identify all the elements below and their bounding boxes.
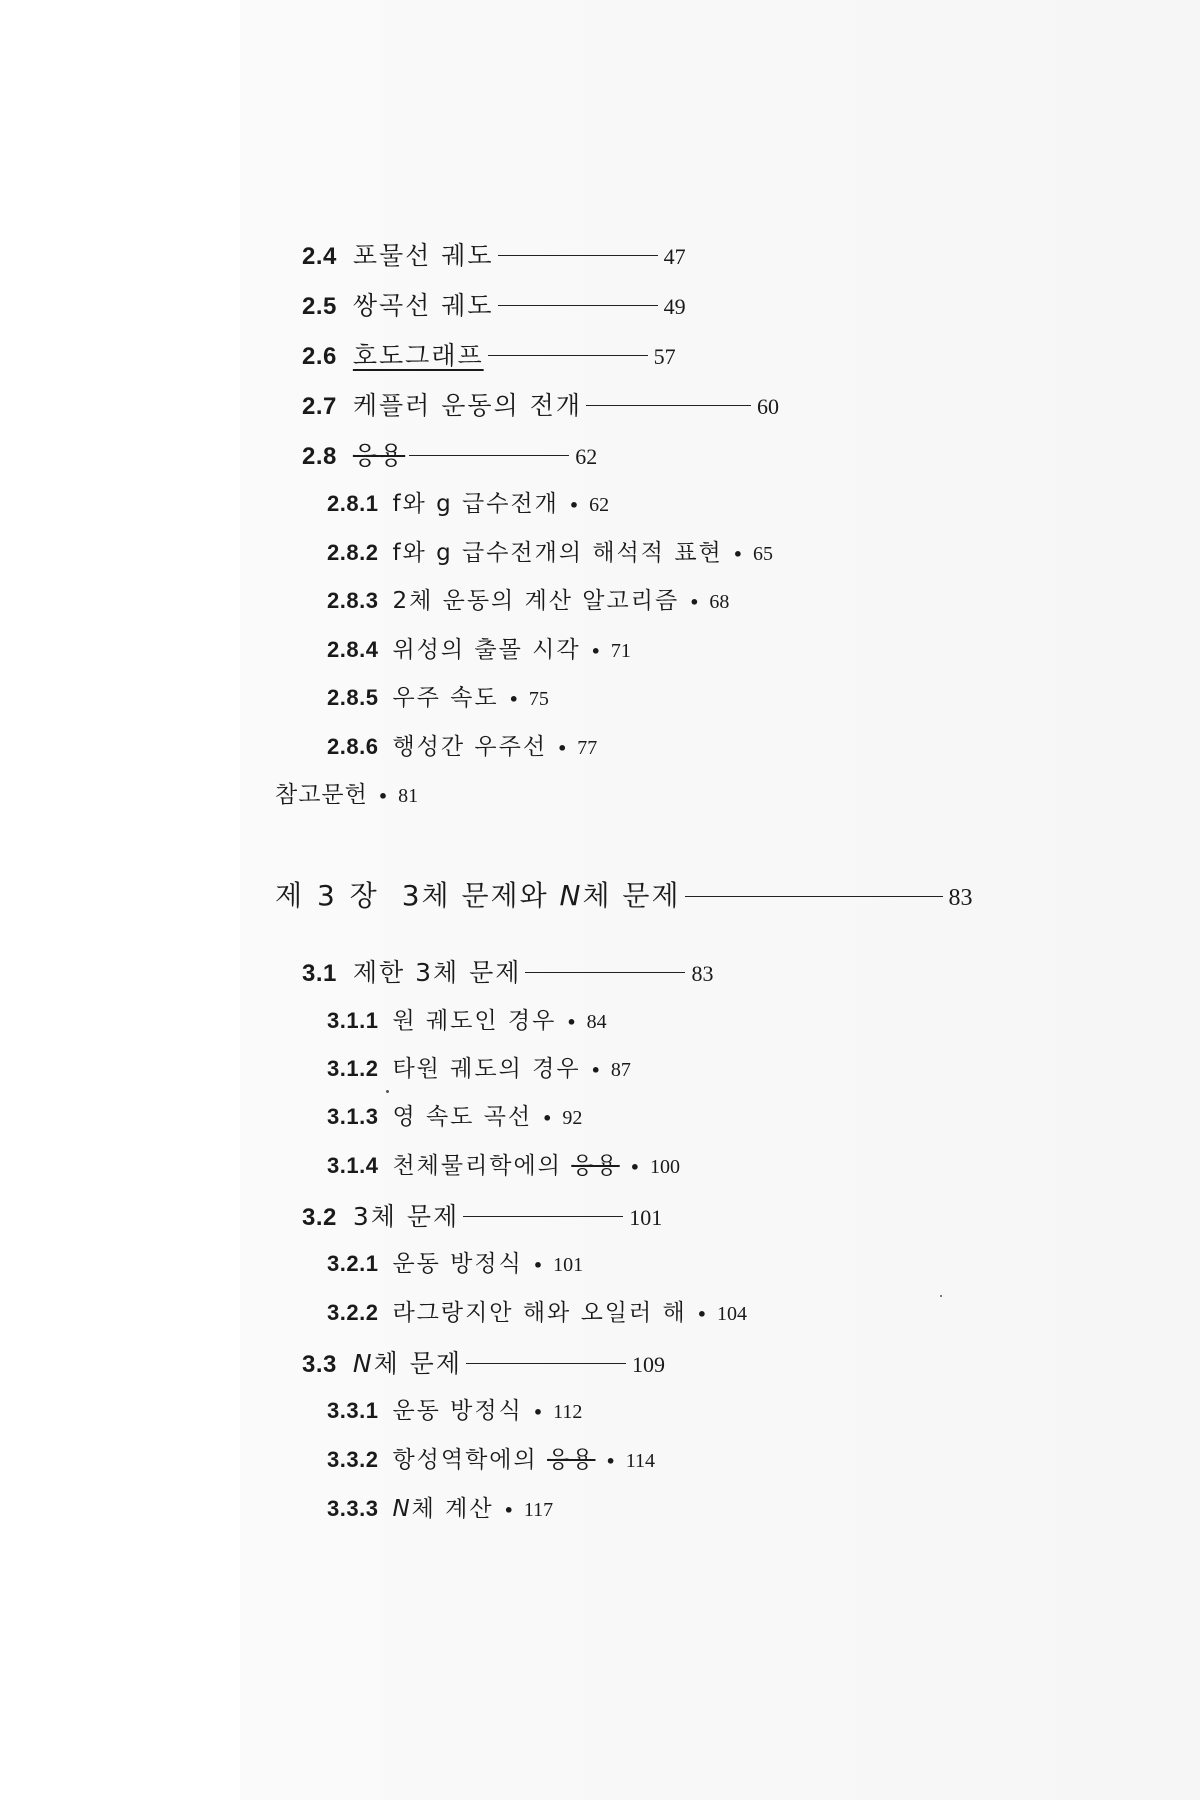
toc-section-3-2[interactable] bbox=[302, 1204, 662, 1230]
section-number: 3.2 bbox=[302, 1204, 337, 1231]
subsection-number: 3.1.1 bbox=[327, 1008, 379, 1033]
section-number: 3.1 bbox=[302, 960, 337, 987]
page-number: 104 bbox=[717, 1303, 748, 1325]
page-number: 57 bbox=[653, 344, 676, 369]
page-number: 84 bbox=[586, 1011, 607, 1033]
subsection-title bbox=[392, 1155, 619, 1178]
toc-subsection-3-1-3[interactable] bbox=[327, 1106, 582, 1129]
page-number: 47 bbox=[663, 244, 686, 269]
subsection-number: 3.1.3 bbox=[327, 1104, 379, 1129]
section-number: 2.7 bbox=[302, 393, 337, 420]
subsection-title-main: 항성역학에의 bbox=[392, 1447, 548, 1473]
bullet-separator: • bbox=[508, 690, 519, 709]
subsection-title-main: 천체물리학에의 bbox=[392, 1153, 572, 1179]
bullet-separator: • bbox=[732, 545, 744, 564]
bullet-separator: • bbox=[689, 593, 700, 612]
subsection-number: 2.8.4 bbox=[327, 637, 379, 662]
references-title: 참고문헌 bbox=[275, 782, 368, 808]
page-number: 62 bbox=[575, 444, 598, 469]
toc-subsection-3-1-4[interactable] bbox=[327, 1155, 680, 1178]
page-number: 81 bbox=[398, 785, 419, 807]
dash-leader bbox=[498, 255, 658, 256]
bullet-separator: • bbox=[542, 1109, 553, 1128]
chapter-title bbox=[401, 879, 681, 912]
bullet-separator: • bbox=[696, 1305, 708, 1324]
toc-subsection-3-2-2[interactable] bbox=[327, 1302, 747, 1325]
toc-section-2-6[interactable] bbox=[302, 343, 676, 369]
subsection-title: 라그랑지안 해와 오일러 해 bbox=[392, 1300, 687, 1326]
toc-section-3-3[interactable] bbox=[302, 1351, 665, 1377]
toc-subsection-2-8-2[interactable] bbox=[327, 542, 773, 565]
dash-leader bbox=[488, 355, 648, 356]
toc-subsection-3-2-1[interactable] bbox=[327, 1253, 583, 1276]
subsection-title-rest: 체 계산 bbox=[411, 1496, 494, 1522]
section-title: 호도그래프 bbox=[352, 341, 484, 370]
page-number: 100 bbox=[649, 1156, 680, 1178]
page-number: 87 bbox=[610, 1059, 631, 1081]
subsection-title: 원 궤도인 경우 bbox=[392, 1008, 557, 1034]
subsection-title-struck: 응용 bbox=[547, 1447, 596, 1473]
toc-section-2-8[interactable] bbox=[302, 443, 597, 469]
subsection-title-struck: 응용 bbox=[571, 1153, 620, 1179]
section-title: 포물선 궤도 bbox=[352, 241, 494, 270]
toc-subsection-3-1-2[interactable] bbox=[327, 1058, 631, 1081]
subsection-number: 2.8.6 bbox=[327, 734, 379, 759]
section-title: 3체 문제 bbox=[352, 1202, 460, 1231]
subsection-title: 행성간 우주선 bbox=[392, 734, 548, 760]
section-number: 3.3 bbox=[302, 1351, 337, 1378]
bullet-separator: • bbox=[532, 1403, 544, 1422]
subsection-number: 3.3.3 bbox=[327, 1496, 379, 1521]
page-number: 83 bbox=[691, 961, 714, 986]
page-number: 101 bbox=[553, 1254, 584, 1276]
page-number: 62 bbox=[589, 494, 610, 516]
subsection-number: 2.8.2 bbox=[327, 540, 379, 565]
toc-subsection-2-8-3[interactable] bbox=[327, 590, 729, 613]
chapter-label: 제 3 장 bbox=[275, 879, 380, 912]
dash-leader bbox=[685, 896, 943, 897]
subsection-number: 3.3.1 bbox=[327, 1398, 379, 1423]
toc-section-2-5[interactable] bbox=[302, 293, 686, 319]
section-number: 2.5 bbox=[302, 293, 337, 320]
page-number: 49 bbox=[663, 294, 686, 319]
section-number: 2.8 bbox=[302, 443, 337, 470]
page-number: 60 bbox=[756, 394, 779, 419]
dash-leader bbox=[463, 1216, 623, 1217]
bullet-separator: • bbox=[590, 642, 601, 661]
section-title: 응용 bbox=[352, 441, 406, 470]
bullet-separator: • bbox=[605, 1452, 616, 1471]
subsection-title: 타원 궤도의 경우 bbox=[392, 1056, 581, 1082]
subsection-title bbox=[392, 1498, 493, 1521]
toc-section-2-7[interactable] bbox=[302, 393, 779, 419]
subsection-number: 2.8.5 bbox=[327, 685, 379, 710]
bullet-separator: • bbox=[566, 1013, 577, 1032]
bullet-separator: • bbox=[629, 1158, 640, 1177]
subsection-number: 2.8.3 bbox=[327, 588, 379, 613]
chapter-title-n: N bbox=[559, 879, 583, 912]
subsection-title: 우주 속도 bbox=[392, 685, 499, 711]
section-title-rest: 체 문제 bbox=[373, 1349, 462, 1378]
toc-subsection-3-3-3[interactable] bbox=[327, 1498, 553, 1521]
page-number: 71 bbox=[610, 640, 631, 662]
toc-subsection-2-8-6[interactable] bbox=[327, 736, 597, 759]
bullet-separator: • bbox=[590, 1061, 601, 1080]
scan-speck bbox=[386, 1090, 389, 1093]
subsection-title: 운동 방정식 bbox=[392, 1251, 523, 1277]
toc-chapter-3[interactable] bbox=[275, 879, 973, 912]
toc-subsection-2-8-5[interactable] bbox=[327, 687, 549, 710]
subsection-title: 위성의 출몰 시각 bbox=[392, 637, 581, 663]
page-number: 68 bbox=[709, 591, 730, 613]
section-number: 2.4 bbox=[302, 243, 337, 270]
subsection-number: 3.1.2 bbox=[327, 1056, 379, 1081]
toc-subsection-3-3-1[interactable] bbox=[327, 1400, 582, 1423]
page-number: 77 bbox=[577, 737, 598, 759]
toc-subsection-2-8-4[interactable] bbox=[327, 639, 631, 662]
page-number: 114 bbox=[625, 1450, 655, 1472]
subsection-number: 3.2.2 bbox=[327, 1300, 379, 1325]
page-number: 83 bbox=[948, 885, 973, 911]
section-title-n: N bbox=[352, 1349, 374, 1378]
subsection-title-n: N bbox=[392, 1496, 412, 1522]
bullet-separator: • bbox=[532, 1256, 544, 1275]
subsection-title: 운동 방정식 bbox=[392, 1398, 523, 1424]
dash-leader bbox=[498, 305, 658, 306]
page-number: 65 bbox=[753, 543, 774, 565]
section-number: 2.6 bbox=[302, 343, 337, 370]
page-number: 92 bbox=[562, 1107, 583, 1129]
section-title: 쌍곡선 궤도 bbox=[352, 291, 494, 320]
page-number: 101 bbox=[629, 1205, 663, 1230]
toc-subsection-2-8-1[interactable] bbox=[327, 493, 609, 516]
page-number: 117 bbox=[523, 1499, 554, 1521]
subsection-title: 영 속도 곡선 bbox=[392, 1104, 533, 1130]
bullet-separator: • bbox=[503, 1501, 514, 1520]
section-title: 케플러 운동의 전개 bbox=[352, 391, 582, 420]
bullet-separator: • bbox=[557, 739, 568, 758]
subsection-number: 3.1.4 bbox=[327, 1153, 379, 1178]
subsection-title bbox=[392, 1449, 595, 1472]
toc-section-3-1[interactable] bbox=[302, 960, 713, 986]
toc-subsection-3-3-2[interactable] bbox=[327, 1449, 655, 1472]
dash-leader bbox=[525, 972, 685, 973]
subsection-number: 3.2.1 bbox=[327, 1251, 379, 1276]
chapter-title-suffix: 체 문제 bbox=[582, 879, 681, 912]
section-title bbox=[353, 1351, 462, 1376]
section-title: 제한 3체 문제 bbox=[352, 958, 522, 987]
subsection-title: f와 g 급수전개 bbox=[392, 491, 559, 517]
subsection-number: 2.8.1 bbox=[327, 491, 379, 516]
toc-subsection-3-1-1[interactable] bbox=[327, 1010, 607, 1033]
page-number: 112 bbox=[553, 1401, 583, 1423]
chapter-title-prefix: 3체 문제와 bbox=[401, 879, 560, 912]
subsection-number: 3.3.2 bbox=[327, 1447, 379, 1472]
bullet-separator: • bbox=[568, 496, 580, 515]
bullet-separator: • bbox=[377, 787, 389, 806]
dash-leader bbox=[586, 405, 751, 406]
subsection-title: 2체 운동의 계산 알고리즘 bbox=[392, 588, 680, 614]
page-number: 109 bbox=[631, 1352, 665, 1377]
subsection-title: f와 g 급수전개의 해석적 표현 bbox=[392, 540, 723, 566]
page-number: 75 bbox=[528, 688, 549, 710]
toc-references[interactable] bbox=[275, 784, 418, 807]
toc-section-2-4[interactable] bbox=[302, 243, 686, 269]
dash-leader bbox=[409, 455, 569, 456]
dash-leader bbox=[466, 1363, 626, 1364]
scan-speck bbox=[940, 1295, 942, 1297]
